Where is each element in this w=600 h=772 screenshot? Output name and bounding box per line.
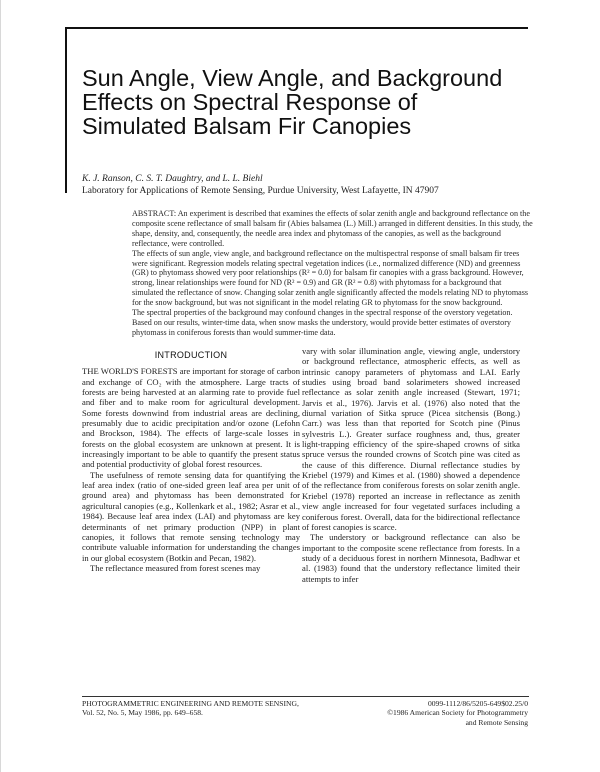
section-heading: INTRODUCTION [154, 350, 228, 360]
journal-name: PHOTOGRAMMETRIC ENGINEERING AND REMOTE SENSING, [82, 699, 299, 708]
affiliation: Laboratory for Applications of Remote Sensing, Purdue University, West Lafayette, IN 47907 [82, 186, 439, 196]
footer-rule [82, 696, 529, 697]
copyright-line: ©1986 American Society for Photogrammetry [387, 708, 528, 718]
journal-volume: Vol. 52, No. 5, May 1986, pp. 649–658. [82, 708, 203, 718]
body-paragraph: The understory or background reflectance can also be important to the composite scene reflectance from forests. In a study of a deciduous forest in northern Minnesota, Badhwar et al. (1983) found that the understory reflectance limited their attempts to infer [302, 532, 520, 584]
body-paragraph: THE WORLD'S FORESTS are important for storage of carbon and exchange of CO₂ with the atmosphere. Large tracts of forests are being harvested at an alarming rate to provide fuel and fiber and to make room for agricultural development. Some forests downwind from industrial areas are declining, presumably due to acidic precipitation and/or ozone (Lefohn and Brockson, 1984). The effects of large-scale losses in forests on the global ecosystem are unknown at present. It is increasingly important to be able to quantify the present status and potential productivity of global forest resources. [82, 366, 300, 470]
abstract-paragraph: The effects of sun angle, view angle, and background reflectance on the multispectral response of small balsam fir trees were significant. Regression models relating spectral vegetation indices (i.e., normalized difference (ND) and greenness (GR) to phytomass showed very poor relationships (R² = 0.0) for balsam fir canopies with a grass background. However, strong, linear relationships were found for ND (R² = 0.9) and GR (R² = 0.8) with phytomass for a background that simulated the reflectance of snow. Changing solar zenith angle significantly affected the models relating ND to phytomass for the snow background, but was not significant in the model relating GR to phytomass for the snow background. [132, 248, 529, 308]
top-rule [66, 27, 528, 29]
abstract [132, 209, 534, 338]
left-rule [65, 27, 67, 193]
body-paragraph: The reflectance measured from forest scenes may [90, 562, 261, 573]
body-paragraph: vary with solar illumination angle, viewing angle, understory or background reflectance, atmospheric effects, as well as intrinsic canopy parameters of phytomass and LAI. Early studies using broad band solarimeters showed increased reflectance as solar zenith angle increased (Stewart, 1971; Jarvis et al., 1976). Jarvis et al. (1976) also noted that the diurnal variation of Sitka spruce (Picea sitchensis (Bong.) Carr.) was less than that reported for Scotch pine (Pinus sylvestris L.). Greater surface roughness and, thus, greater light-trapping efficiency of the spire-shaped crowns of sitka spruce versus the rounded crowns of Scotch pine was cited as the cause of this difference. Diurnal reflectance studies by Kriebel (1979) and Kimes et al. (1980) showed a dependence of the reflectance from coniferous forests on solar zenith angle. Kriebel (1978) reported an increase in reflectance as zenith view angle increased for four vegetated surfaces including a coniferous forest. Overall, data for the bidirectional reflectance of forest canopies is scarce. [302, 346, 520, 532]
paper-title: Sun Angle, View Angle, and Background Effects on Spectral Response of Simulated Balsam Fir Canopies [82, 65, 503, 139]
right-column [302, 346, 520, 584]
copyright-line-2: and Remote Sensing [465, 717, 528, 727]
abstract-paragraph: The spectral properties of the background may confound changes in the spectral response of the overstory vegetation. Based on our results, winter-time data, when snow masks the understory, would provide better estimates of overstory phytomass in coniferous forests than would summer-time data. [132, 308, 513, 337]
body-paragraph: The usefulness of remote sensing data for quantifying the leaf area index (ratio of one-sided green leaf area per unit of ground area) and phytomass has been demonstrated for agricultural canopies (e.g., Kollenkark et al., 1982; Asrar et al., 1984). Because leaf area index (LAI) and phytomass are key determinants of net primary production (NPP) in plant canopies, it follows that remote sensing technology may contribute valuable information for understanding the changes in our global ecosystem (Botkin and Pecan, 1982). [82, 469, 300, 563]
left-column [82, 350, 300, 573]
abstract-paragraph: ABSTRACT: An experiment is described that examines the effects of solar zenith angle and background reflectance on the composite scene reflectance of small balsam fir (Abies balsamea (L.) Mill.) arranged in different densities. In this study, the shape, density, and, consequently, the needle area index and phytomass of the canopies, as well as the background reflectance, were controlled. [132, 209, 533, 248]
article-code: 0099-1112/86/5205-649$02.25/0 [427, 699, 528, 708]
footer-citation [82, 699, 299, 718]
footer-copyright [350, 699, 528, 727]
authors: K. J. Ranson, C. S. T. Daughtry, and L. L. Biehl [82, 174, 263, 184]
